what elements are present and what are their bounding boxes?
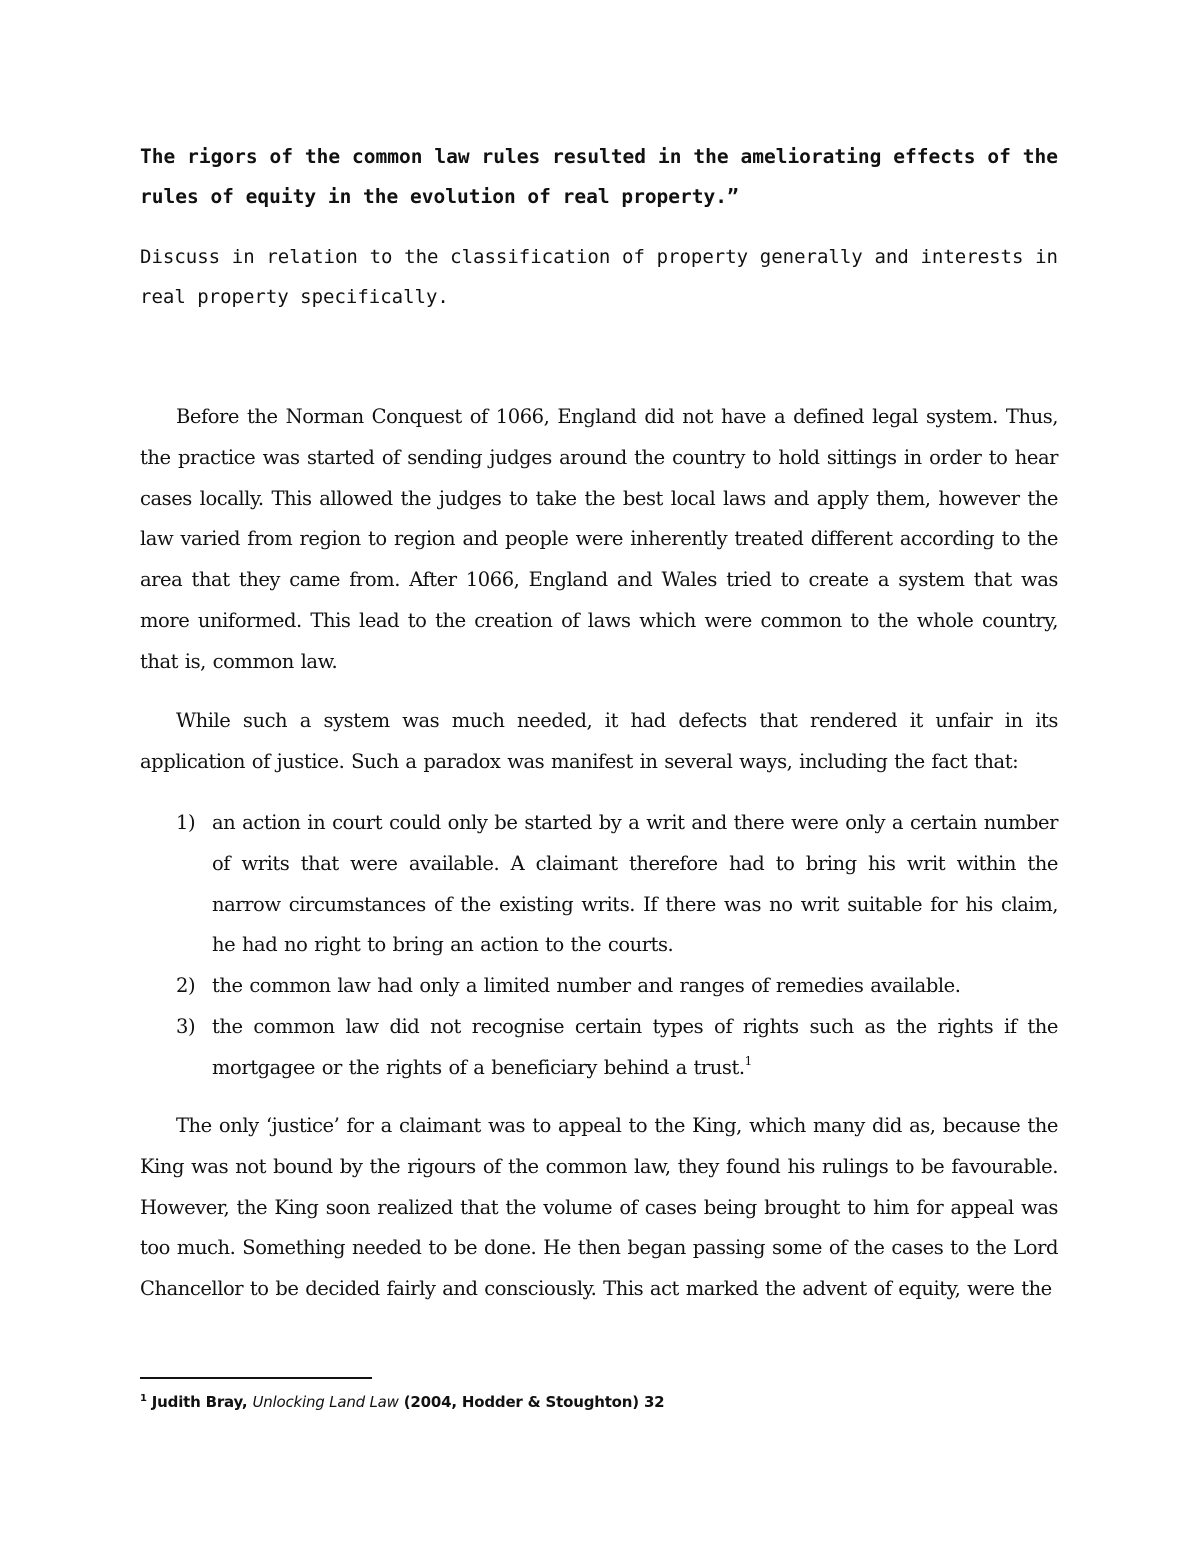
footnote-details: (2004, Hodder & Stoughton) 32 bbox=[403, 1393, 665, 1411]
paragraph-king-appeal: The only ‘justice’ for a claimant was to appeal to the King, which many did as, because the King was not bound by the rigours of the common law, they found his rulings to be favourable. However, the King soon realized that the volume of cases being brought to him for appeal was too much. Something needed to be done. He then began passing some of the cases to the Lord Chancellor to be decided fairly and consciously. This act marked the advent of equity, were the bbox=[140, 1114, 1058, 1301]
defects-list bbox=[140, 803, 1058, 1089]
list-number: 3) bbox=[176, 1014, 196, 1038]
list-item bbox=[140, 1007, 1058, 1089]
list-text: an action in court could only be started by a writ and there were only a certain number of writs that were available. A claimant therefore had to bring his writ within the narrow circumstances of the existing writs. If there was no writ suitable for his claim, he had no right to bring an action to the courts. bbox=[212, 811, 1058, 957]
footnote-reference[interactable]: 1 bbox=[744, 1053, 752, 1068]
footnote-title: Unlocking Land Law bbox=[252, 1393, 399, 1411]
paragraph-defects: While such a system was much needed, it had defects that rendered it unfair in its application of justice. Such a paradox was manifest in several ways, including the fact that: bbox=[140, 709, 1058, 773]
question-heading: The rigors of the common law rules resulted in the ameliorating effects of the rules of equity in the evolution of real property.” bbox=[140, 145, 1058, 208]
footnote-author: Judith Bray, bbox=[151, 1393, 248, 1411]
footnote-separator bbox=[140, 1377, 372, 1379]
list-item bbox=[140, 966, 1058, 1007]
footnote-marker: 1 bbox=[140, 1393, 147, 1404]
list-text: the common law had only a limited number and ranges of remedies available. bbox=[212, 974, 961, 998]
list-number: 1) bbox=[176, 811, 196, 834]
paragraph-norman-conquest: Before the Norman Conquest of 1066, England did not have a defined legal system. Thus, the practice was started of sending judges around the country to hold sittings in order to hear cases locally. This allowed the judges to take the best local laws and apply them, however the law varied from region to region and people were inherently treated different according to the area that they came from. After 1066, England and Wales tried to create a system that was more uniformed. This lead to the creation of laws which were common to the whole country, that is, common law. bbox=[140, 405, 1058, 673]
footnote bbox=[140, 1390, 664, 1414]
question-prompt: Discuss in relation to the classification of property generally and interests in real property specifically. bbox=[140, 246, 1058, 308]
list-item bbox=[140, 803, 1058, 966]
list-number: 2) bbox=[176, 974, 196, 998]
list-text: the common law did not recognise certain types of rights such as the rights if the mortgagee or the rights of a beneficiary behind a trust. bbox=[212, 1014, 1058, 1079]
